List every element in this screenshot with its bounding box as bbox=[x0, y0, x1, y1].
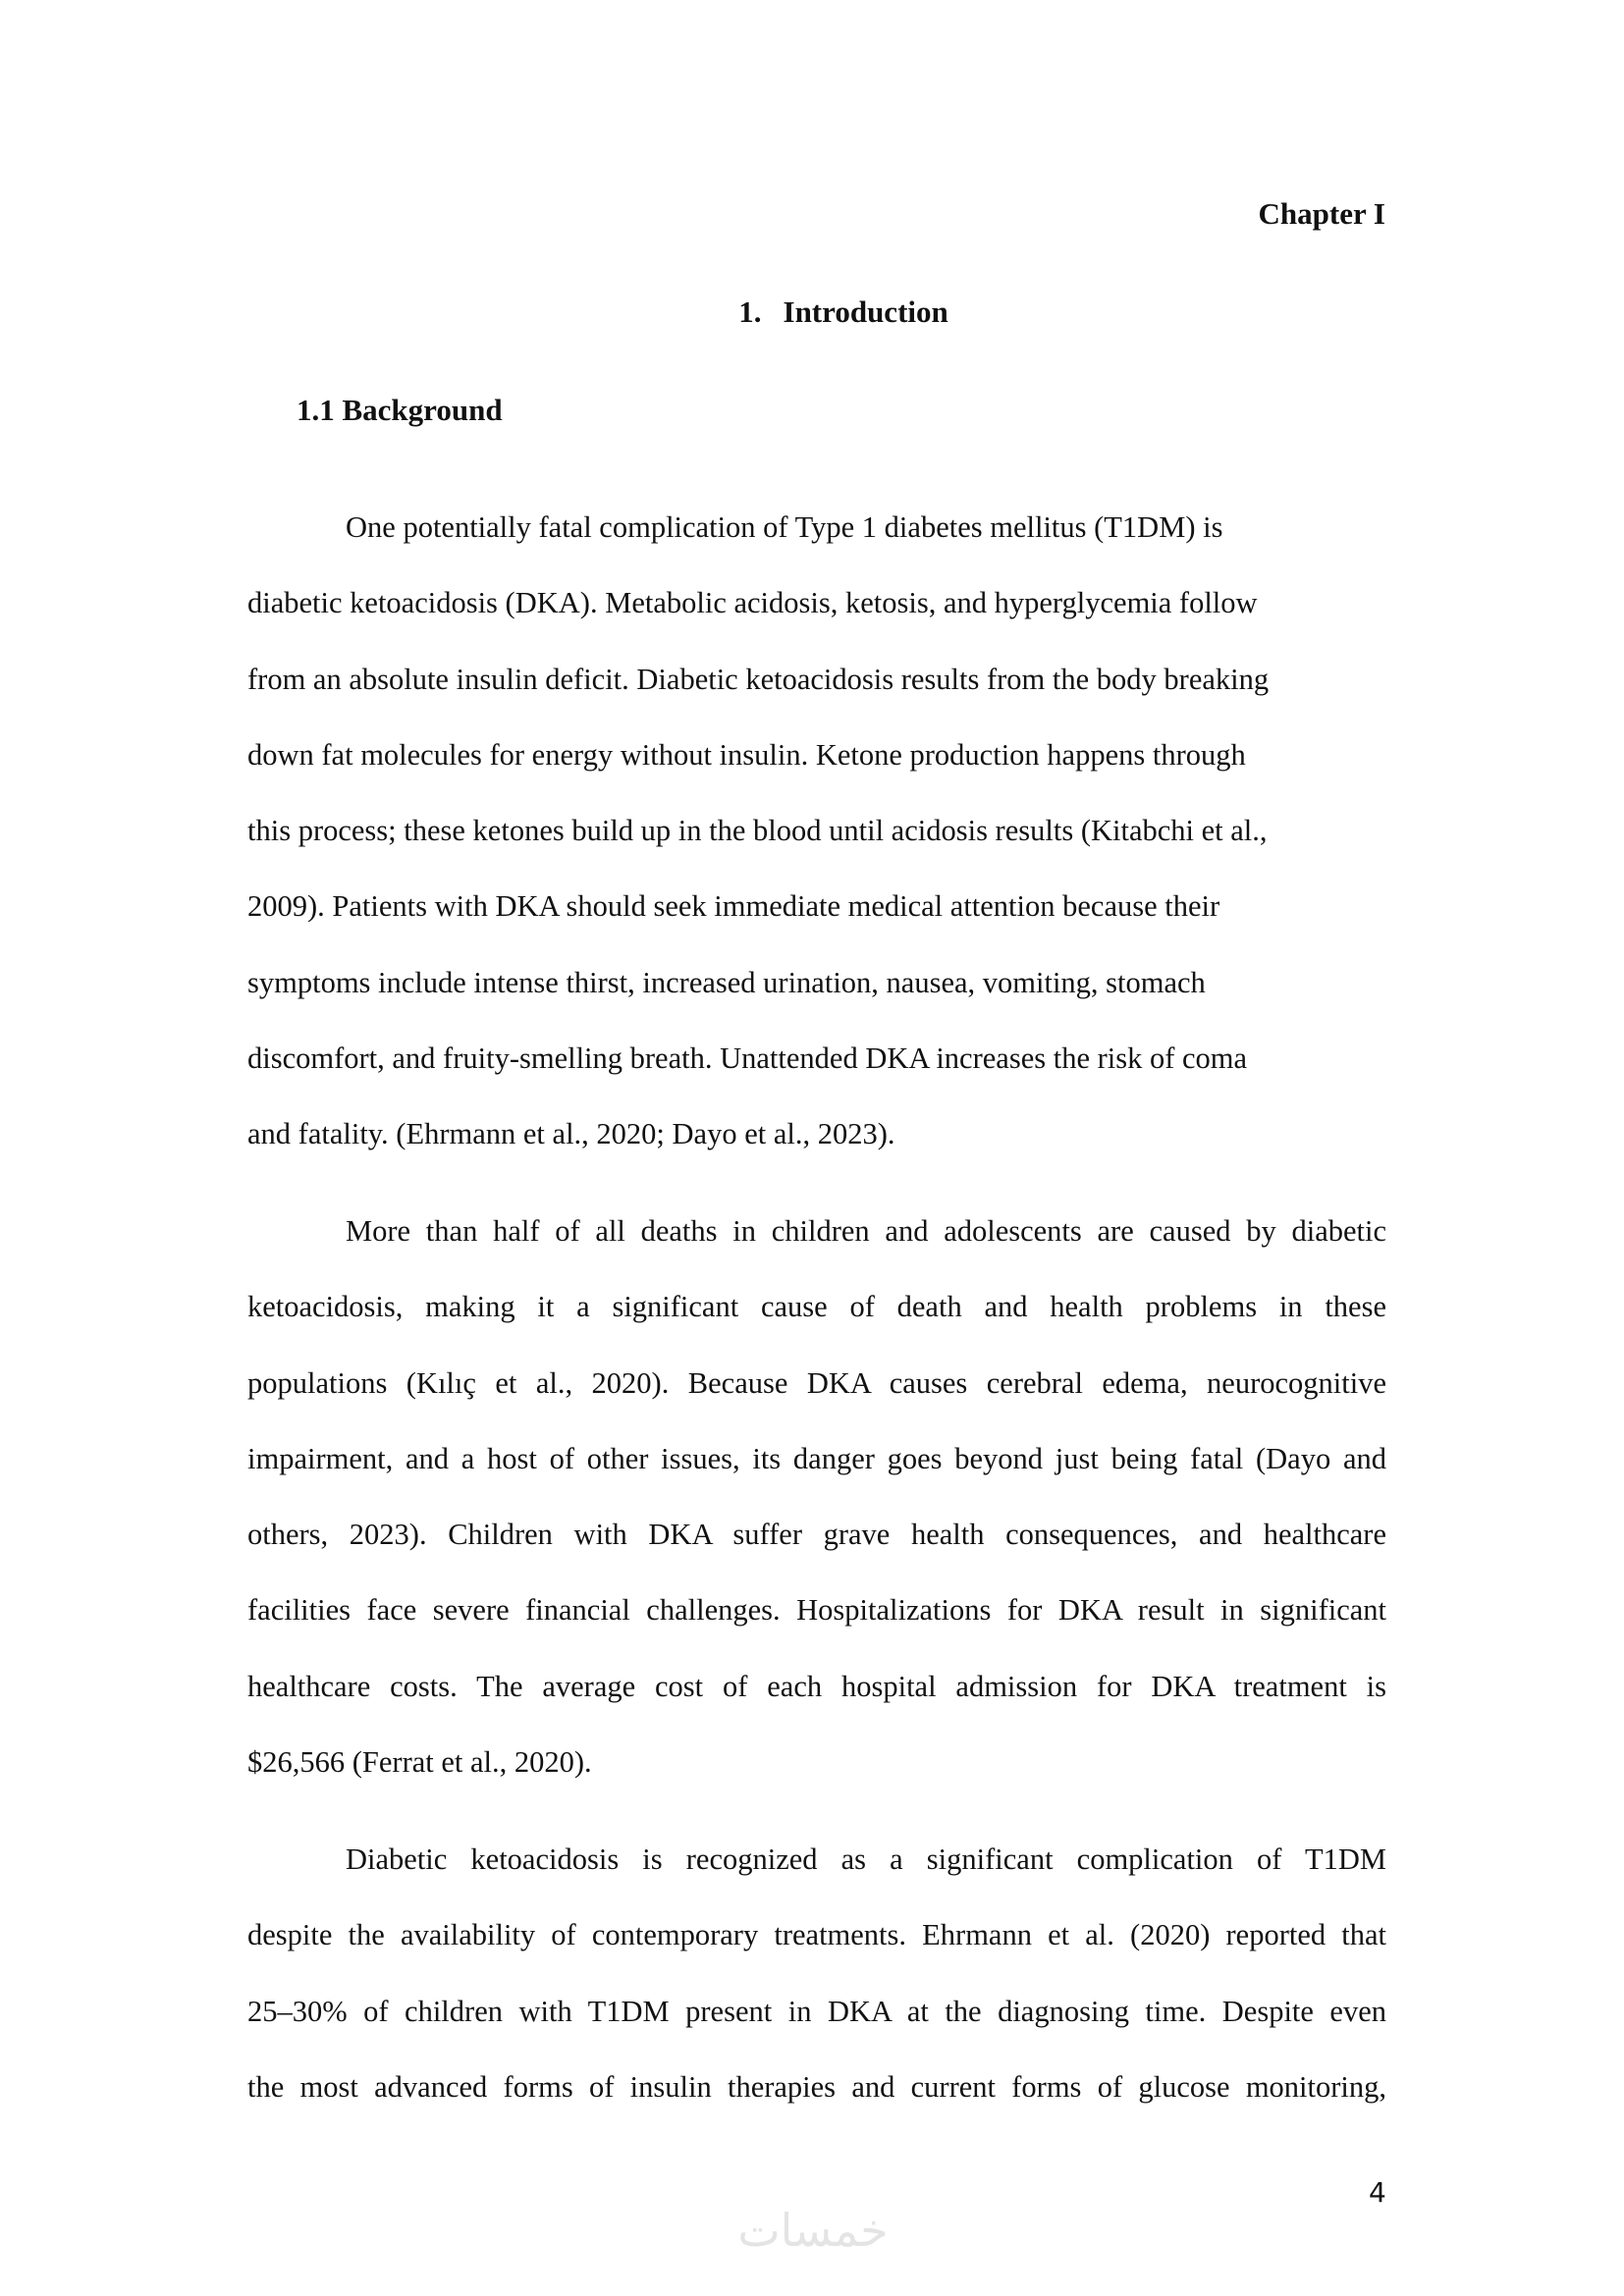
section-heading bbox=[247, 293, 1384, 332]
paragraph-line: impairment, and a host of other issues, its danger goes beyond just being fatal (Dayo and bbox=[247, 1441, 1386, 1475]
paragraph-line: 2009). Patients with DKA should seek immediate medical attention because their bbox=[247, 889, 1220, 924]
body-paragraph-3 bbox=[247, 1822, 1386, 2125]
body-paragraph-2 bbox=[247, 1194, 1386, 1800]
watermark-logo: خمسات bbox=[737, 2204, 889, 2257]
paragraph-line: ketoacidosis, making it a significant cause of death and health problems in these bbox=[247, 1290, 1386, 1324]
paragraph-line: One potentially fatal complication of Type 1 diabetes mellitus (T1DM) is bbox=[346, 510, 1223, 544]
section-number: 1. bbox=[738, 294, 762, 329]
paragraph-line: 25–30% of children with T1DM present in DKA at the diagnosing time. Despite even bbox=[247, 1994, 1386, 2028]
paragraph-line: others, 2023). Children with DKA suffer grave health consequences, and healthcare bbox=[247, 1518, 1386, 1552]
body-paragraph-1 bbox=[247, 490, 1386, 1173]
chapter-label: Chapter I bbox=[1258, 196, 1385, 231]
paragraph-line: diabetic ketoacidosis (DKA). Metabolic acidosis, ketosis, and hyperglycemia follow bbox=[247, 586, 1258, 620]
paragraph-line: this process; these ketones build up in the blood until acidosis results (Kitabchi et al., bbox=[247, 814, 1268, 848]
paragraph-line: and fatality. (Ehrmann et al., 2020; Dayo et al., 2023). bbox=[247, 1117, 895, 1151]
paragraph-line: More than half of all deaths in children and adolescents are caused by diabetic bbox=[346, 1214, 1386, 1248]
paragraph-line: populations (Kılıç et al., 2020). Because DKA causes cerebral edema, neurocognitive bbox=[247, 1365, 1386, 1400]
paragraph-line: discomfort, and fruity-smelling breath. Unattended DKA increases the risk of coma bbox=[247, 1041, 1248, 1076]
paragraph-line: from an absolute insulin deficit. Diabetic ketoacidosis results from the body breaking bbox=[247, 662, 1270, 696]
page-number: 4 bbox=[1369, 2176, 1386, 2209]
section-title: Introduction bbox=[783, 294, 948, 329]
paragraph-line: despite the availability of contemporary treatments. Ehrmann et al. (2020) reported that bbox=[247, 1918, 1386, 1952]
paragraph-line: down fat molecules for energy without insulin. Ketone production happens through bbox=[247, 737, 1246, 772]
paragraph-line: healthcare costs. The average cost of each hospital admission for DKA treatment is bbox=[247, 1669, 1386, 1703]
paragraph-line: $26,566 (Ferrat et al., 2020). bbox=[247, 1745, 592, 1780]
paragraph-line: symptoms include intense thirst, increased urination, nausea, vomiting, stomach bbox=[247, 965, 1206, 999]
paragraph-line: facilities face severe financial challenges. Hospitalizations for DKA result in significant bbox=[247, 1593, 1386, 1628]
paragraph-line: Diabetic ketoacidosis is recognized as a significant complication of T1DM bbox=[346, 1842, 1386, 1876]
subsection-heading: 1.1 Background bbox=[297, 393, 503, 427]
paragraph-line: the most advanced forms of insulin therapies and current forms of glucose monitoring, bbox=[247, 2069, 1386, 2104]
